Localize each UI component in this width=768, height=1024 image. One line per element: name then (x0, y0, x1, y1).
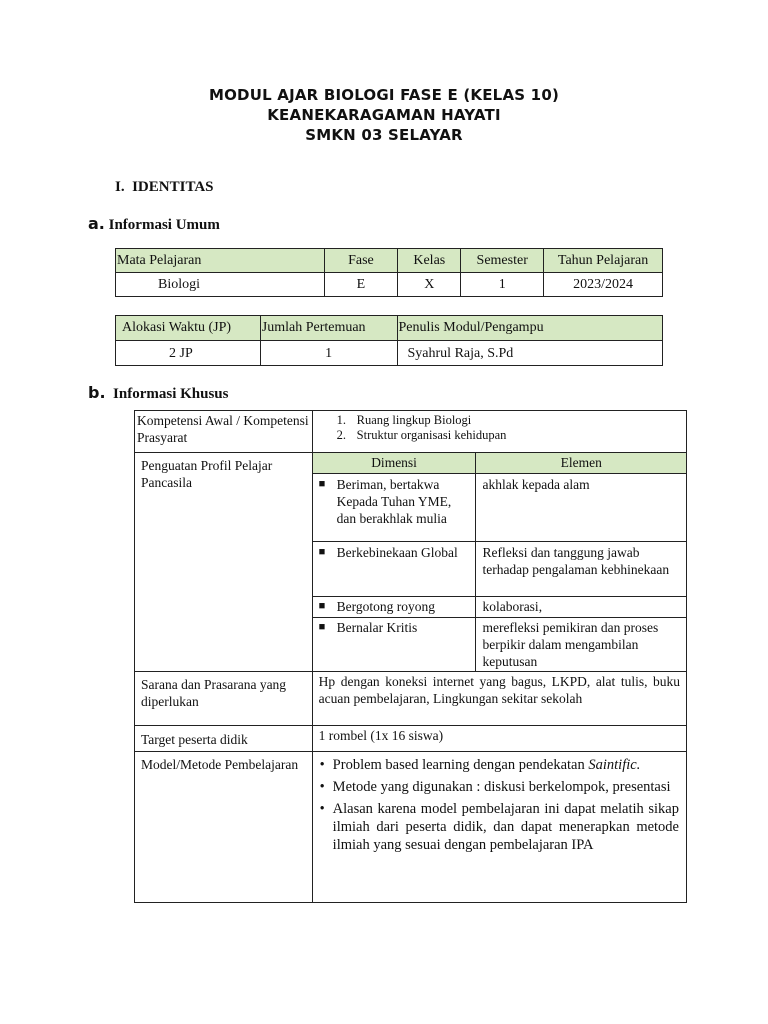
elemen-item: akhlak kepada alam (476, 474, 687, 542)
dimensi-item: ■ Bernalar Kritis (318, 620, 418, 635)
dimensi-item: ■ Bergotong royong (318, 599, 436, 614)
list-item: • Metode yang digunakan : diskusi berkelompok, presentasi (319, 779, 671, 795)
cell-jumlah-pertemuan: 1 (260, 341, 397, 366)
section-identitas (115, 179, 214, 196)
list-item: 2. Struktur organisasi kehidupan (336, 428, 507, 442)
row-kompetensi (135, 411, 687, 453)
table-row (116, 273, 663, 297)
sarana-value: Hp dengan koneksi internet yang bagus, LKPD, alat tulis, buku acuan pembelajaran, Lingkungan sekitar sekolah (312, 672, 686, 726)
kompetensi-list (312, 411, 686, 453)
table-header-row (116, 316, 663, 341)
header-mata-pelajaran: Mata Pelajaran (116, 249, 325, 273)
cell-tahun-pelajaran: 2023/2024 (544, 273, 663, 297)
header-jumlah-pertemuan: Jumlah Pertemuan (260, 316, 397, 341)
header-penulis-modul: Penulis Modul/Pengampu (397, 316, 662, 341)
elemen-item: kolaborasi, (476, 597, 687, 618)
cell-mata-pelajaran: Biologi (116, 273, 325, 297)
subsection-informasi-khusus (88, 383, 228, 403)
table-alokasi (115, 315, 663, 366)
sarana-label: Sarana dan Prasarana yang diperlukan (135, 672, 313, 726)
cell-semester: 1 (461, 273, 544, 297)
header-alokasi-waktu: Alokasi Waktu (JP) (116, 316, 261, 341)
row-sarana (135, 672, 687, 726)
profil-label: Penguatan Profil Pelajar Pancasila (135, 453, 313, 672)
elemen-item: Refleksi dan tanggung jawab terhadap pengalaman kebhinekaan (476, 542, 687, 597)
section-number: I. (115, 179, 125, 195)
subsection-letter: b. (88, 383, 106, 402)
subsection-title: Informasi Khusus (113, 386, 229, 402)
kompetensi-label: Kompetensi Awal / Kompetensi Prasyarat (135, 411, 313, 453)
target-value: 1 rombel (1x 16 siswa) (312, 726, 686, 752)
header-elemen: Elemen (476, 453, 687, 474)
row-model (135, 752, 687, 903)
row-target (135, 726, 687, 752)
header-fase: Fase (324, 249, 398, 273)
model-list (312, 752, 686, 903)
cell-penulis-modul: Syahrul Raja, S.Pd (397, 341, 662, 366)
list-item: • Alasan karena model pembelajaran ini dapat melatih sikap ilmiah dari peserta didik, dan dapat menerapkan metode ilmiah yang sesuai dengan pembelajaran IPA (319, 801, 679, 853)
row-profil-header (135, 453, 687, 474)
cell-alokasi-waktu: 2 JP (116, 341, 261, 366)
subsection-letter: a. (88, 214, 105, 233)
target-label: Target peserta didik (135, 726, 313, 752)
table-row (116, 341, 663, 366)
document-title-line3: SMKN 03 SELAYAR (305, 126, 463, 144)
cell-kelas: X (398, 273, 461, 297)
list-item: • Problem based learning dengan pendekatan Saintific. (319, 757, 641, 773)
header-dimensi: Dimensi (312, 453, 476, 474)
dimensi-item: ■ Berkebinekaan Global (318, 545, 458, 560)
table-header-row (116, 249, 663, 273)
subsection-informasi-umum (88, 214, 220, 234)
subsection-title: Informasi Umum (108, 217, 220, 233)
cell-fase: E (324, 273, 398, 297)
header-semester: Semester (461, 249, 544, 273)
table-informasi-khusus (134, 410, 687, 903)
table-informasi-umum (115, 248, 663, 297)
section-title: IDENTITAS (132, 179, 214, 195)
header-kelas: Kelas (398, 249, 461, 273)
document-title-line1: MODUL AJAR BIOLOGI FASE E (KELAS 10) (208, 86, 560, 104)
header-tahun-pelajaran: Tahun Pelajaran (544, 249, 663, 273)
elemen-item: merefleksi pemikiran dan proses berpikir dalam mengambilan keputusan (476, 618, 687, 672)
document-title-line2: KEANEKARAGAMAN HAYATI (267, 106, 501, 124)
list-item: 1. Ruang lingkup Biologi (336, 413, 472, 427)
dimensi-item: ■ Beriman, bertakwa Kepada Tuhan YME, dan berakhlak mulia (318, 477, 452, 526)
model-label: Model/Metode Pembelajaran (135, 752, 313, 903)
